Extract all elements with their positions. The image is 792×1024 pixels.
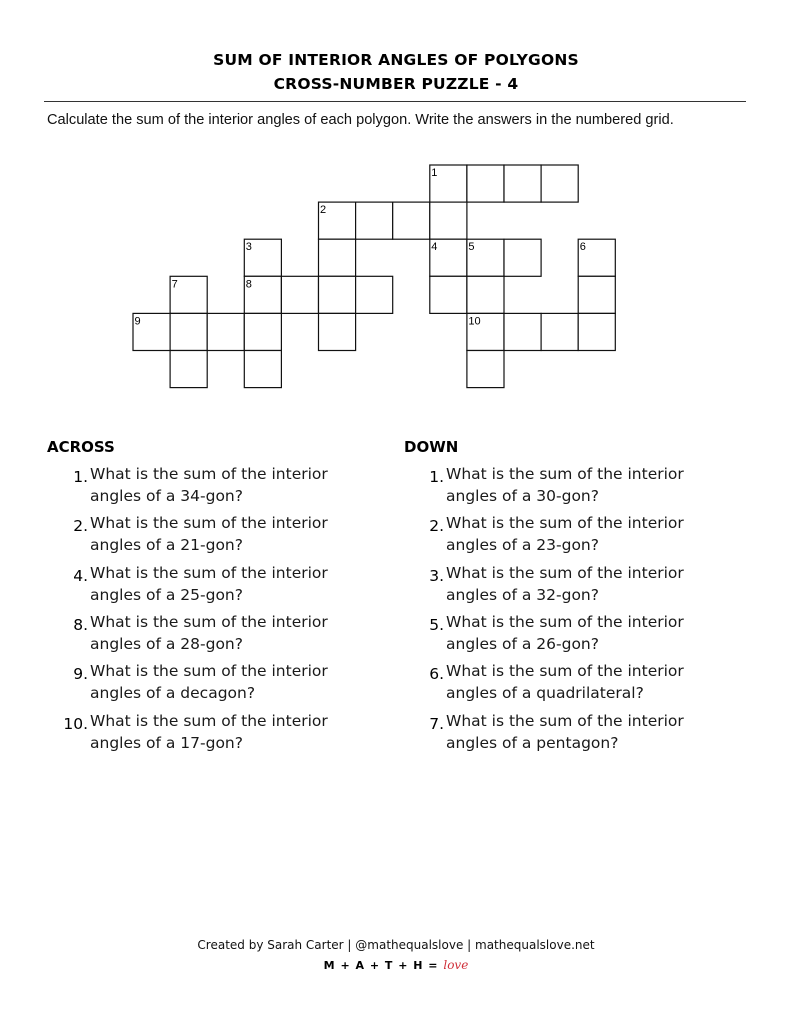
clue-text: What is the sum of the interior angles of a quadrilateral?: [446, 662, 684, 702]
grid-cell-box[interactable]: [430, 202, 467, 239]
grid-cell-number: 8: [245, 278, 252, 291]
grid-cell[interactable]: [578, 239, 615, 276]
brand-logo: [0, 958, 792, 972]
grid-cell[interactable]: [541, 165, 578, 202]
grid-cell-box[interactable]: [356, 202, 393, 239]
grid-cell-number: 2: [320, 204, 327, 217]
grid-cell-box[interactable]: [393, 202, 430, 239]
clue-number: 5.: [429, 616, 444, 634]
grid-cell-box[interactable]: [430, 276, 467, 313]
grid-cell[interactable]: [356, 276, 393, 313]
grid-cell-box[interactable]: [281, 276, 318, 313]
grid-cell[interactable]: [541, 313, 578, 350]
clue-text: What is the sum of the interior angles of a pentagon?: [446, 712, 684, 752]
clue-number: 3.: [429, 567, 444, 585]
grid-cell-box[interactable]: [356, 276, 393, 313]
grid-cell-box[interactable]: [319, 239, 356, 276]
grid-cell-number: 7: [171, 278, 178, 291]
grid-cell[interactable]: [467, 351, 504, 388]
down-heading: DOWN: [404, 438, 459, 456]
clue-number: 9.: [73, 665, 88, 683]
grid-cell-box[interactable]: [504, 165, 541, 202]
grid-cell[interactable]: [578, 276, 615, 313]
grid-cell[interactable]: [170, 276, 207, 313]
instructions-text: Calculate the sum of the interior angles of each polygon. Write the answers in the numbered grid.: [47, 112, 674, 128]
grid-cell[interactable]: [319, 313, 356, 350]
grid-cell[interactable]: [319, 202, 356, 239]
grid-cell-box[interactable]: [244, 313, 281, 350]
grid-cell[interactable]: [244, 239, 281, 276]
grid-cell[interactable]: [430, 239, 467, 276]
clue-text: What is the sum of the interior angles of a 32-gon?: [446, 564, 684, 604]
grid-cell-box[interactable]: [504, 239, 541, 276]
grid-cell[interactable]: [393, 202, 430, 239]
grid-cell-box[interactable]: [467, 351, 504, 388]
grid-cell[interactable]: [504, 313, 541, 350]
grid-cell-box[interactable]: [319, 276, 356, 313]
clue-text: What is the sum of the interior angles of a 23-gon?: [446, 514, 684, 554]
across-heading: ACROSS: [47, 438, 115, 456]
brand-letters: M + A + T + H =: [323, 959, 439, 972]
grid-cell[interactable]: [430, 202, 467, 239]
grid-cell-box[interactable]: [578, 313, 615, 350]
grid-cell[interactable]: [467, 313, 504, 350]
clue-text: What is the sum of the interior angles of a 26-gon?: [446, 613, 684, 653]
grid-cell[interactable]: [467, 239, 504, 276]
grid-cell-number: 5: [468, 241, 475, 254]
grid-cell[interactable]: [504, 239, 541, 276]
clue-number: 6.: [429, 665, 444, 683]
grid-cell-box[interactable]: [541, 165, 578, 202]
footer-credit: Created by Sarah Carter | @mathequalslove | mathequalslove.net: [197, 938, 595, 952]
page-subtitle: CROSS-NUMBER PUZZLE - 4: [273, 75, 519, 93]
grid-cell[interactable]: [319, 239, 356, 276]
grid-cell[interactable]: [356, 202, 393, 239]
clue-text: What is the sum of the interior angles of a 28-gon?: [90, 613, 328, 653]
grid-cell[interactable]: [319, 276, 356, 313]
clue-number: 10.: [63, 715, 88, 733]
grid-cell[interactable]: [170, 313, 207, 350]
brand-love: love: [443, 958, 469, 972]
clue-number: 2.: [429, 517, 444, 535]
grid-cell[interactable]: [430, 276, 467, 313]
grid-cell-number: 6: [579, 241, 586, 254]
grid-cell[interactable]: [467, 276, 504, 313]
grid-cell[interactable]: [578, 313, 615, 350]
grid-cell[interactable]: [430, 165, 467, 202]
grid-cell[interactable]: [244, 313, 281, 350]
grid-cell-number: 9: [134, 315, 141, 328]
grid-cell-box[interactable]: [541, 313, 578, 350]
grid-cell-box[interactable]: [170, 313, 207, 350]
page-title: SUM OF INTERIOR ANGLES OF POLYGONS: [213, 51, 579, 69]
clue-text: What is the sum of the interior angles of a 21-gon?: [90, 514, 328, 554]
grid-cell[interactable]: [281, 276, 318, 313]
grid-cell-box[interactable]: [207, 313, 244, 350]
grid-cell-box[interactable]: [467, 276, 504, 313]
grid-cell-box[interactable]: [170, 351, 207, 388]
grid-cell-box[interactable]: [467, 165, 504, 202]
grid-cell-number: 10: [468, 315, 481, 328]
header-divider: [44, 101, 746, 102]
grid-cell-box[interactable]: [244, 351, 281, 388]
clue-number: 1.: [429, 468, 444, 486]
clue-number: 1.: [73, 468, 88, 486]
clue-number: 4.: [73, 567, 88, 585]
grid-cell[interactable]: [244, 351, 281, 388]
clue-text: What is the sum of the interior angles of a 34-gon?: [90, 465, 328, 505]
clue-text: What is the sum of the interior angles of a decagon?: [90, 662, 328, 702]
grid-cell[interactable]: [170, 351, 207, 388]
clue-number: 7.: [429, 715, 444, 733]
grid-cell[interactable]: [504, 165, 541, 202]
clue-number: 2.: [73, 517, 88, 535]
grid-cell-box[interactable]: [504, 313, 541, 350]
grid-cell[interactable]: [133, 313, 170, 350]
clue-number: 8.: [73, 616, 88, 634]
grid-cell[interactable]: [467, 165, 504, 202]
grid-cell-number: 3: [245, 241, 252, 254]
grid-cell[interactable]: [207, 313, 244, 350]
clue-text: What is the sum of the interior angles of a 25-gon?: [90, 564, 328, 604]
clue-text: What is the sum of the interior angles of a 30-gon?: [446, 465, 684, 505]
grid-cell-box[interactable]: [319, 313, 356, 350]
grid-cell[interactable]: [244, 276, 281, 313]
grid-cell-box[interactable]: [578, 276, 615, 313]
clue-text: What is the sum of the interior angles of a 17-gon?: [90, 712, 328, 752]
grid-cell-number: 4: [431, 241, 438, 254]
grid-cell-number: 1: [431, 167, 438, 179]
